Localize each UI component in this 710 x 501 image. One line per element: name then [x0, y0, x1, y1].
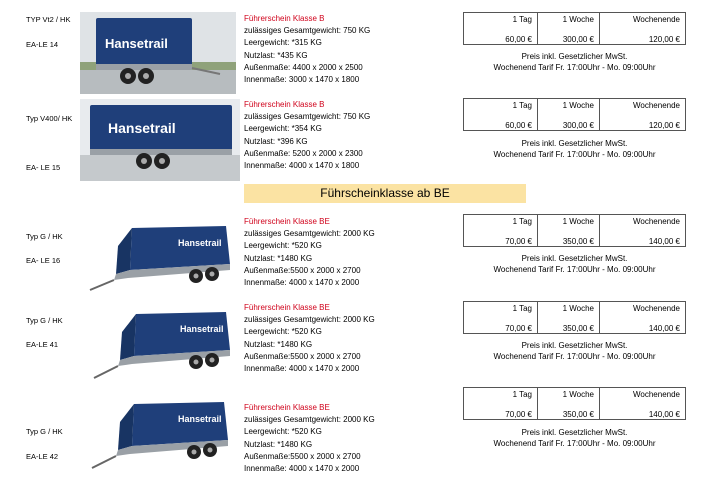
price-header: 1 Woche — [538, 215, 600, 229]
trailer-photo — [92, 306, 238, 386]
spec-line: Innenmaße: 4000 x 1470 x 2000 — [244, 364, 360, 374]
price-header: Wochenende — [600, 388, 686, 402]
price-header: 1 Woche — [538, 13, 600, 27]
spec-list — [244, 302, 375, 375]
price-week: 350,00 € — [538, 228, 600, 247]
price-header: 1 Tag — [464, 302, 538, 316]
spec-line: Innenmaße: 4000 x 1470 x 2000 — [244, 278, 360, 288]
weekend-note: Wochenend Tarif Fr. 17:00Uhr - Mo. 09:00Uhr — [493, 63, 656, 72]
trailer-code: EA-LE 14 — [26, 40, 59, 49]
vat-note: Preis inkl. Gesetzlicher MwSt. — [521, 341, 628, 350]
price-header: 1 Tag — [464, 99, 538, 113]
price-week: 300,00 € — [538, 26, 600, 45]
trailer-code: EA- LE 15 — [26, 163, 61, 172]
license-class: Führerschein Klasse B — [244, 100, 325, 109]
price-header: 1 Tag — [464, 13, 538, 27]
brand-logo: Hansetrail — [178, 414, 222, 424]
vat-note: Preis inkl. Gesetzlicher MwSt. — [521, 428, 628, 437]
price-day: 70,00 € — [464, 401, 538, 420]
price-note — [463, 138, 686, 160]
trailer-type: Typ V400/ HK — [26, 114, 73, 123]
price-week: 350,00 € — [538, 315, 600, 334]
spec-line: Nutzlast: *435 KG — [244, 50, 308, 60]
spec-line: zulässiges Gesamtgewicht: 750 KG — [244, 26, 371, 36]
price-day: 70,00 € — [464, 228, 538, 247]
price-header: 1 Tag — [464, 215, 538, 229]
spec-line: zulässiges Gesamtgewicht: 2000 KG — [244, 415, 375, 425]
trailer-photo — [80, 99, 240, 181]
spec-line: Leergewicht: *315 KG — [244, 38, 322, 48]
trailer-photo — [90, 396, 238, 476]
spec-line: Innenmaße: 4000 x 1470 x 1800 — [244, 161, 360, 171]
price-table — [463, 98, 686, 131]
spec-line: Außenmaße:5500 x 2000 x 2700 — [244, 265, 361, 275]
spec-line: Nutzlast: *1480 KG — [244, 339, 313, 349]
vat-note: Preis inkl. Gesetzlicher MwSt. — [521, 52, 628, 61]
price-header: 1 Tag — [464, 388, 538, 402]
spec-line: Nutzlast: *1480 KG — [244, 253, 313, 263]
trailer-type: Typ G / HK — [26, 427, 63, 436]
spec-line: Innenmaße: 4000 x 1470 x 2000 — [244, 464, 360, 474]
price-header: Wochenende — [600, 215, 686, 229]
price-weekend: 140,00 € — [600, 401, 686, 420]
trailer-code: EA-LE 42 — [26, 452, 59, 461]
license-class-banner: Führscheinklasse ab BE — [244, 184, 526, 203]
price-table — [463, 12, 686, 45]
price-note — [463, 253, 686, 275]
price-weekend: 140,00 € — [600, 315, 686, 334]
trailer-photo — [80, 12, 236, 94]
license-class: Führerschein Klasse B — [244, 14, 325, 23]
weekend-note: Wochenend Tarif Fr. 17:00Uhr - Mo. 09:00Uhr — [493, 439, 656, 448]
brand-logo: Hansetrail — [180, 324, 224, 334]
license-class: Führerschein Klasse BE — [244, 217, 330, 226]
trailer-photo — [88, 218, 238, 298]
price-day: 70,00 € — [464, 315, 538, 334]
spec-line: Leergewicht: *354 KG — [244, 124, 322, 134]
price-header: 1 Woche — [538, 388, 600, 402]
price-note — [463, 427, 686, 449]
price-header: 1 Woche — [538, 302, 600, 316]
weekend-note: Wochenend Tarif Fr. 17:00Uhr - Mo. 09:00Uhr — [493, 352, 656, 361]
spec-line: Innenmaße: 3000 x 1470 x 1800 — [244, 75, 360, 85]
spec-list — [244, 99, 370, 172]
spec-line: Außenmaße: 4400 x 2000 x 2500 — [244, 62, 363, 72]
spec-line: Leergewicht: *520 KG — [244, 327, 322, 337]
spec-line: Außenmaße: 5200 x 2000 x 2300 — [244, 148, 363, 158]
price-day: 60,00 € — [464, 112, 538, 131]
spec-list — [244, 216, 375, 289]
brand-logo: Hansetrail — [178, 238, 222, 248]
vat-note: Preis inkl. Gesetzlicher MwSt. — [521, 254, 628, 263]
spec-line: Nutzlast: *396 KG — [244, 136, 308, 146]
license-class: Führerschein Klasse BE — [244, 303, 330, 312]
brand-logo: Hansetrail — [108, 120, 176, 136]
price-day: 60,00 € — [464, 26, 538, 45]
weekend-note: Wochenend Tarif Fr. 17:00Uhr - Mo. 09:00Uhr — [493, 265, 656, 274]
price-header: Wochenende — [600, 99, 686, 113]
spec-line: Nutzlast: *1480 KG — [244, 439, 313, 449]
price-weekend: 140,00 € — [600, 228, 686, 247]
trailer-code: EA- LE 16 — [26, 256, 61, 265]
price-note — [463, 340, 686, 362]
price-weekend: 120,00 € — [600, 26, 686, 45]
price-week: 350,00 € — [538, 401, 600, 420]
trailer-code: EA-LE 41 — [26, 340, 59, 349]
price-table — [463, 214, 686, 247]
price-table — [463, 387, 686, 420]
price-weekend: 120,00 € — [600, 112, 686, 131]
spec-line: Leergewicht: *520 KG — [244, 427, 322, 437]
spec-line: Außenmaße:5500 x 2000 x 2700 — [244, 451, 361, 461]
trailer-type: Typ G / HK — [26, 316, 63, 325]
spec-line: Außenmaße:5500 x 2000 x 2700 — [244, 351, 361, 361]
vat-note: Preis inkl. Gesetzlicher MwSt. — [521, 139, 628, 148]
spec-line: zulässiges Gesamtgewicht: 2000 KG — [244, 229, 375, 239]
price-table — [463, 301, 686, 334]
price-header: Wochenende — [600, 13, 686, 27]
spec-line: Leergewicht: *520 KG — [244, 241, 322, 251]
trailer-type: Typ G / HK — [26, 232, 63, 241]
price-week: 300,00 € — [538, 112, 600, 131]
spec-line: zulässiges Gesamtgewicht: 750 KG — [244, 112, 371, 122]
price-header: Wochenende — [600, 302, 686, 316]
spec-list — [244, 402, 375, 475]
weekend-note: Wochenend Tarif Fr. 17:00Uhr - Mo. 09:00Uhr — [493, 150, 656, 159]
brand-logo: Hansetrail — [105, 36, 168, 51]
license-class: Führerschein Klasse BE — [244, 403, 330, 412]
spec-list — [244, 13, 370, 86]
spec-line: zulässiges Gesamtgewicht: 2000 KG — [244, 315, 375, 325]
trailer-type: TYP Vt2 / HK — [26, 15, 71, 24]
price-note — [463, 51, 686, 73]
price-header: 1 Woche — [538, 99, 600, 113]
